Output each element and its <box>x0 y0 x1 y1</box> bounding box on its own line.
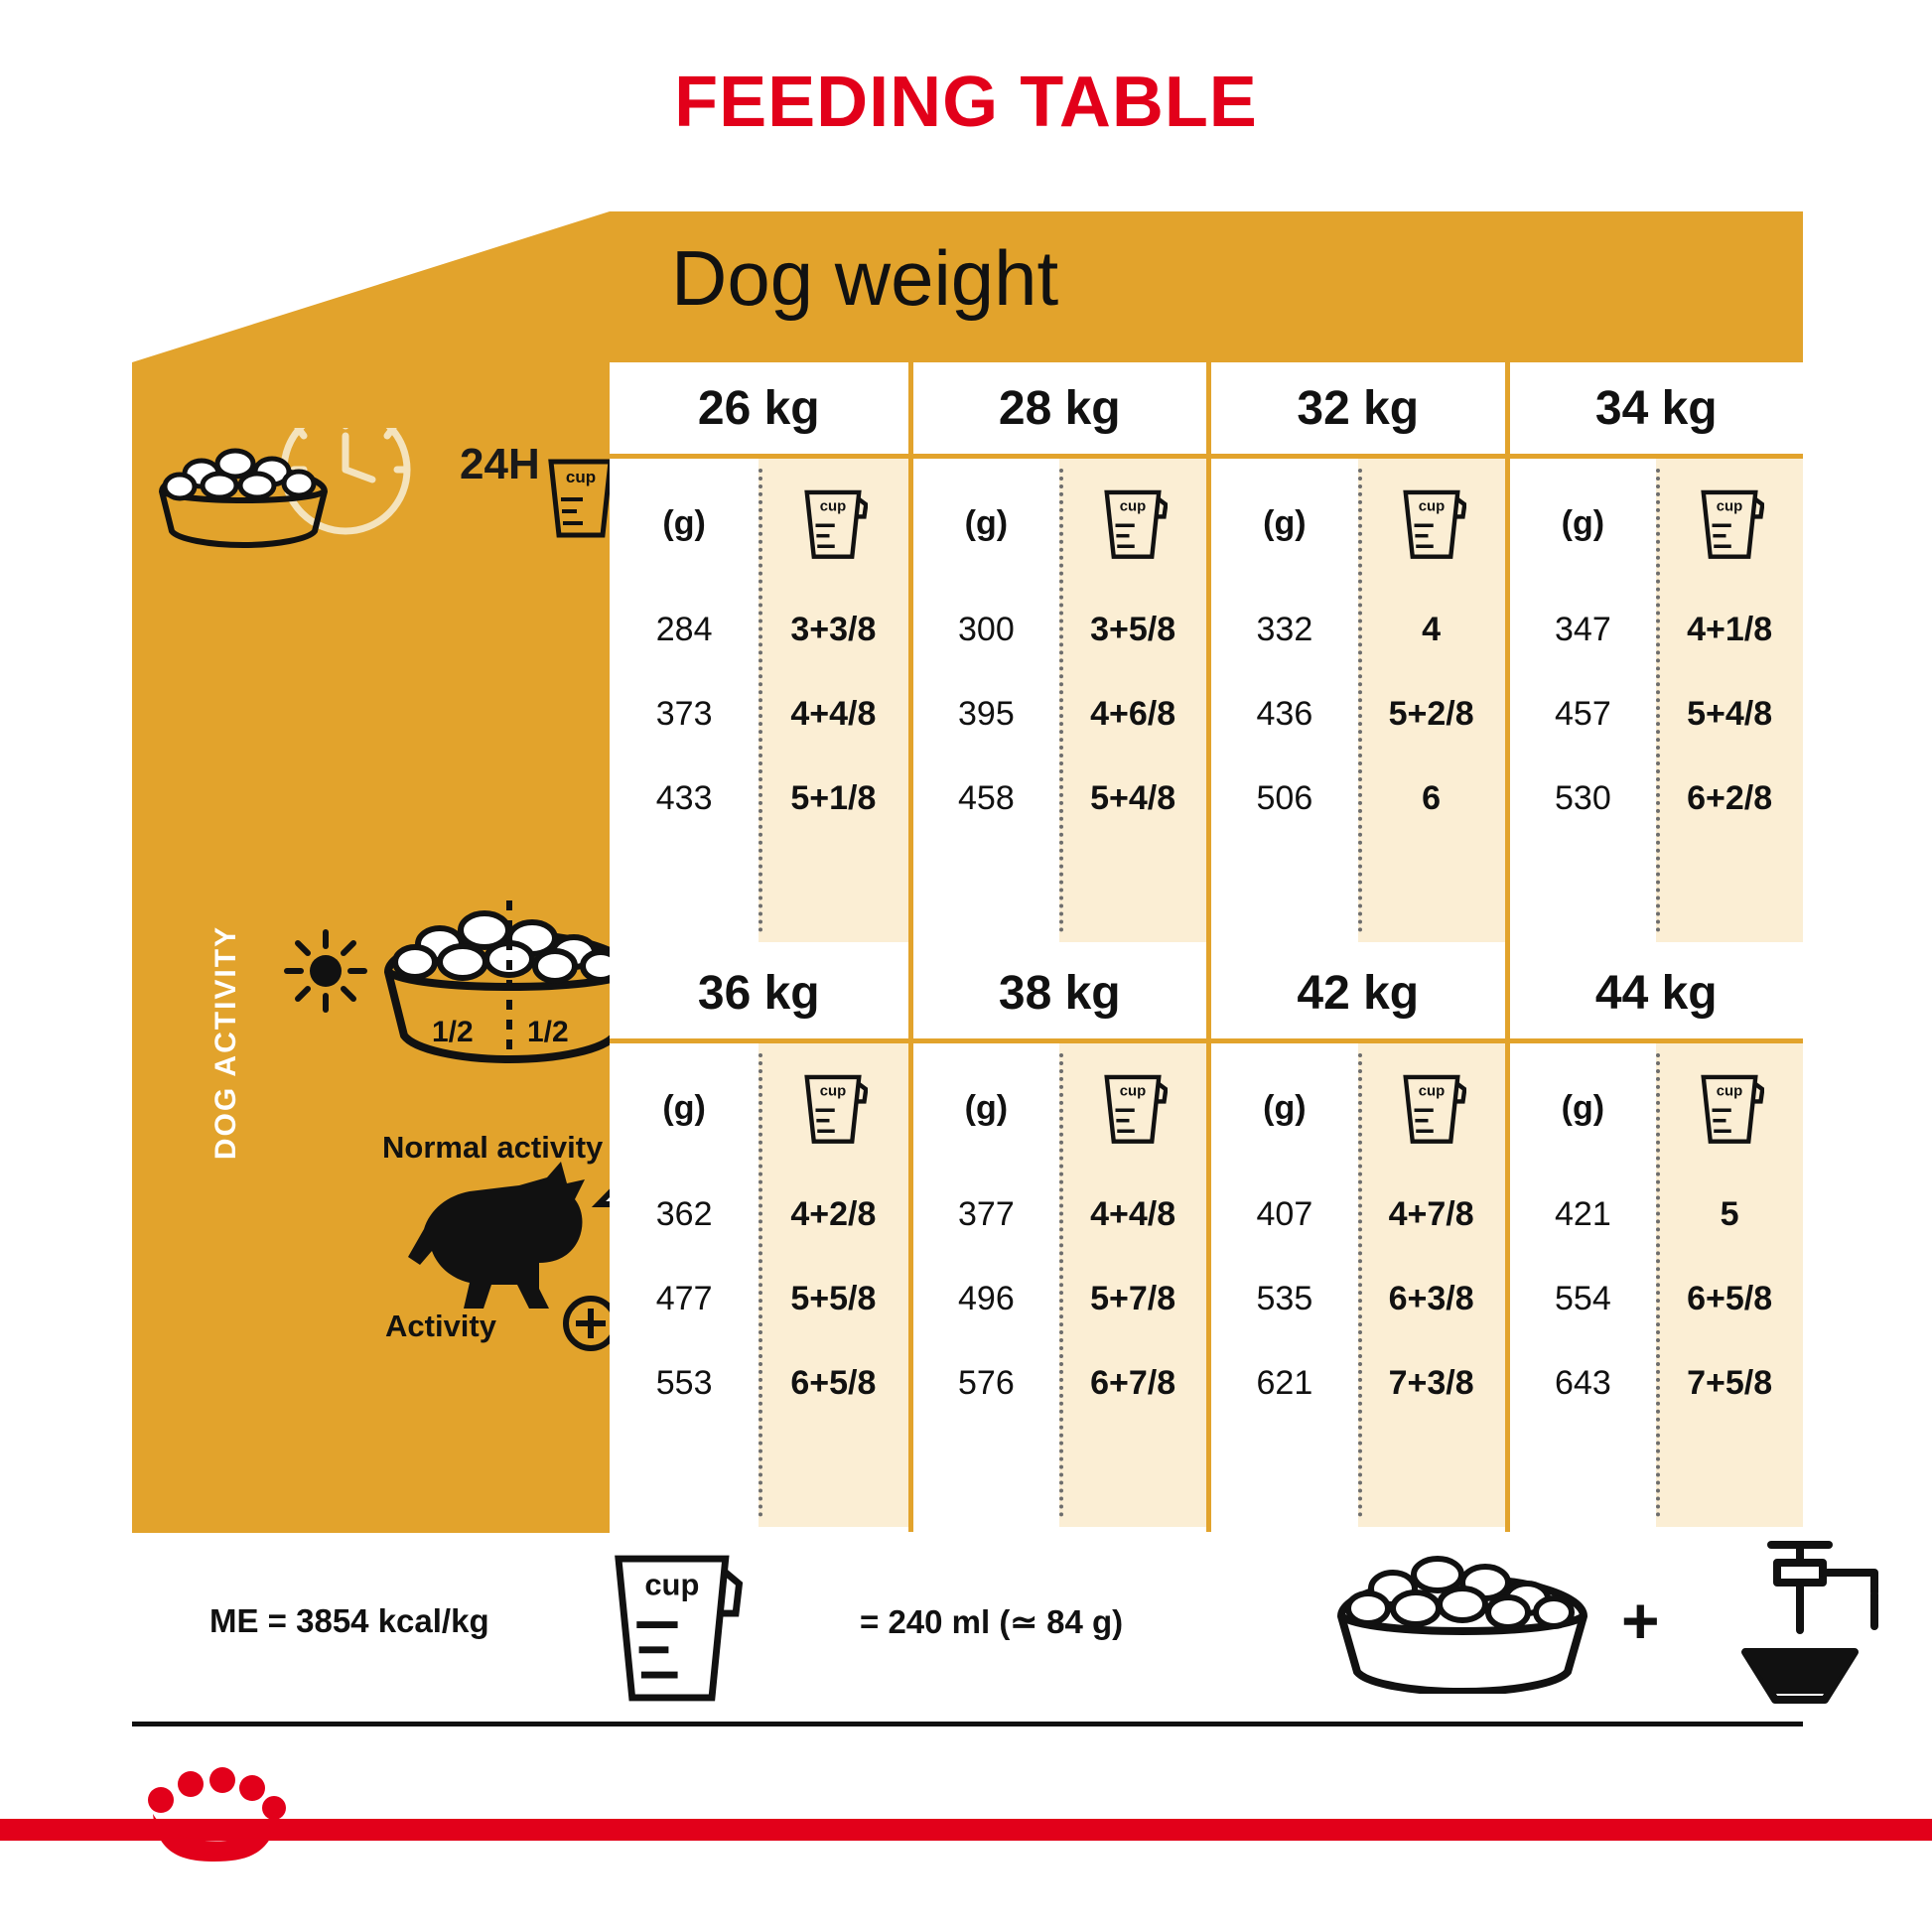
table-row <box>913 1341 1207 1426</box>
weight-column-header: 32 kg <box>1211 362 1505 459</box>
grams-subheader: (g) <box>662 1088 706 1127</box>
weight-column-header: 28 kg <box>913 362 1207 459</box>
cups-value: 3+3/8 <box>790 611 877 648</box>
corner-wedge <box>132 211 610 362</box>
measuring-cup-icon <box>798 1066 868 1150</box>
svg-text:cup: cup <box>820 1083 847 1100</box>
grams-value: 377 <box>958 1195 1015 1233</box>
svg-text:cup: cup <box>1716 498 1743 515</box>
weight-column <box>908 947 1207 1532</box>
activity-plus-label: Activity <box>385 1309 496 1343</box>
weight-column <box>1206 362 1505 947</box>
measuring-cup-icon <box>541 450 621 544</box>
table-row <box>610 1257 908 1341</box>
weight-column-header: 26 kg <box>610 362 908 459</box>
cup-equivalence-text: = 240 ml (≃ 84 g) <box>860 1603 1124 1640</box>
weight-block-1 <box>610 362 1803 947</box>
grams-subheader: (g) <box>1263 1088 1307 1127</box>
bowl-split-right-label: 1/2 <box>527 1016 569 1048</box>
svg-text:cup: cup <box>644 1567 700 1602</box>
cups-value: 7+5/8 <box>1687 1364 1773 1402</box>
table-row <box>1510 672 1804 757</box>
weight-data-area <box>610 211 1803 1533</box>
table-row <box>610 588 908 672</box>
royal-canin-crown-logo <box>139 1758 288 1863</box>
grams-value: 477 <box>655 1280 713 1317</box>
dog-bowl-icon <box>140 440 428 549</box>
measuring-cup-icon <box>1695 1066 1764 1150</box>
cup-subheader <box>759 1043 907 1173</box>
cups-value: 6+2/8 <box>1687 779 1773 817</box>
cup-subheader <box>1358 1043 1505 1173</box>
grams-value: 362 <box>655 1195 713 1233</box>
table-row <box>610 1341 908 1426</box>
cups-value: 4+4/8 <box>790 695 877 733</box>
cups-value: 6+3/8 <box>1388 1280 1474 1317</box>
measuring-cup-icon <box>1397 1066 1466 1150</box>
cups-value: 4+1/8 <box>1687 611 1773 648</box>
grams-value: 506 <box>1256 779 1313 817</box>
cups-value: 5+1/8 <box>790 779 877 817</box>
table-row <box>1510 1257 1804 1341</box>
table-row <box>913 1257 1207 1341</box>
cup-subheader <box>1358 459 1505 588</box>
weight-column-header: 38 kg <box>913 947 1207 1043</box>
dog-weight-header <box>610 211 1803 362</box>
grams-value: 621 <box>1256 1364 1313 1402</box>
cups-value: 5+2/8 <box>1388 695 1474 733</box>
brand-bar <box>0 1819 1932 1841</box>
grams-value: 436 <box>1256 695 1313 733</box>
grams-value: 458 <box>958 779 1015 817</box>
cups-value: 4+2/8 <box>790 1195 877 1233</box>
table-row <box>913 1173 1207 1257</box>
cups-value: 5+4/8 <box>1687 695 1773 733</box>
grams-value: 332 <box>1256 611 1313 648</box>
grams-value: 407 <box>1256 1195 1313 1233</box>
grams-value: 643 <box>1555 1364 1611 1402</box>
sun-icon <box>281 926 370 1016</box>
cup-subheader <box>1656 1043 1803 1173</box>
dog-activity-panel <box>132 211 610 1533</box>
cups-value: 5+4/8 <box>1090 779 1176 817</box>
table-row <box>1211 757 1505 841</box>
weight-block-2 <box>610 947 1803 1532</box>
svg-text:cup: cup <box>820 498 847 515</box>
weight-column-header: 34 kg <box>1510 362 1804 459</box>
table-row <box>913 757 1207 841</box>
dog-bowl-icon <box>1323 1555 1611 1694</box>
table-row <box>1211 672 1505 757</box>
cup-subheader <box>1059 459 1206 588</box>
weight-column-header: 42 kg <box>1211 947 1505 1043</box>
table-row <box>610 1173 908 1257</box>
cups-value: 7+3/8 <box>1388 1364 1474 1402</box>
bowl-split-left-label: 1/2 <box>432 1016 474 1048</box>
grams-value: 433 <box>655 779 713 817</box>
table-row <box>1510 1173 1804 1257</box>
cups-value: 3+5/8 <box>1090 611 1176 648</box>
cups-value: 6 <box>1422 779 1442 817</box>
svg-text:cup: cup <box>1119 1083 1147 1100</box>
svg-text:cup: cup <box>1119 498 1147 515</box>
grams-subheader: (g) <box>1263 503 1307 542</box>
table-row <box>610 757 908 841</box>
svg-text:cup: cup <box>1418 498 1445 515</box>
table-row <box>1211 1341 1505 1426</box>
table-row <box>913 672 1207 757</box>
cups-value: 4+4/8 <box>1090 1195 1176 1233</box>
grams-subheader: (g) <box>1561 503 1605 542</box>
grams-subheader: (g) <box>964 1088 1009 1127</box>
measuring-cup-icon <box>1098 1066 1168 1150</box>
dog-bowl-split-icon <box>370 897 648 1075</box>
cups-value: 5+7/8 <box>1090 1280 1176 1317</box>
dog-activity-vertical-label: DOG ACTIVITY <box>209 924 242 1161</box>
cups-value: 5+5/8 <box>790 1280 877 1317</box>
grams-value: 530 <box>1555 779 1611 817</box>
dog-silhouette-icon <box>400 1160 599 1318</box>
grams-subheader: (g) <box>964 503 1009 542</box>
grams-subheader: (g) <box>662 503 706 542</box>
grams-value: 535 <box>1256 1280 1313 1317</box>
cups-value: 5 <box>1720 1195 1739 1233</box>
grams-value: 496 <box>958 1280 1015 1317</box>
table-row <box>1510 1341 1804 1426</box>
grams-subheader: (g) <box>1561 1088 1605 1127</box>
feeding-table <box>132 211 1803 1533</box>
grams-value: 457 <box>1555 695 1611 733</box>
footer-divider <box>132 1722 1803 1726</box>
grams-value: 284 <box>655 611 713 648</box>
grams-value: 300 <box>958 611 1015 648</box>
svg-text:cup: cup <box>565 468 597 486</box>
grams-value: 554 <box>1555 1280 1611 1317</box>
table-row <box>913 588 1207 672</box>
grams-value: 373 <box>655 695 713 733</box>
cups-value: 6+5/8 <box>1687 1280 1773 1317</box>
svg-text:cup: cup <box>1716 1083 1743 1100</box>
table-row <box>1211 1257 1505 1341</box>
measuring-cup-icon <box>589 1543 758 1714</box>
measuring-cup-icon <box>1098 482 1168 565</box>
cups-value: 4+7/8 <box>1388 1195 1474 1233</box>
cups-value: 4 <box>1422 611 1442 648</box>
table-row <box>1510 757 1804 841</box>
weight-column-header: 36 kg <box>610 947 908 1043</box>
measuring-cup-icon <box>1397 482 1466 565</box>
page-title: FEEDING TABLE <box>674 63 1258 142</box>
grams-value: 553 <box>655 1364 713 1402</box>
weight-column <box>908 362 1207 947</box>
weight-column <box>1206 947 1505 1532</box>
weight-column-header: 44 kg <box>1510 947 1804 1043</box>
grams-value: 347 <box>1555 611 1611 648</box>
cups-value: 6+5/8 <box>790 1364 877 1402</box>
weight-column <box>1505 362 1804 947</box>
table-row <box>1211 1173 1505 1257</box>
metabolic-energy-text: ME = 3854 kcal/kg <box>209 1602 489 1639</box>
table-row <box>1510 588 1804 672</box>
table-row <box>1211 588 1505 672</box>
weight-column <box>610 362 908 947</box>
dog-weight-header-label: Dog weight <box>671 234 1059 322</box>
table-row <box>610 672 908 757</box>
grams-value: 395 <box>958 695 1015 733</box>
grams-value: 421 <box>1555 1195 1611 1233</box>
weight-column <box>1505 947 1804 1532</box>
measuring-cup-icon <box>1695 482 1764 565</box>
plus-sign: + <box>1621 1584 1660 1657</box>
cup-subheader <box>1059 1043 1206 1173</box>
measuring-cup-icon <box>798 482 868 565</box>
cup-subheader <box>1656 459 1803 588</box>
cups-value: 4+6/8 <box>1090 695 1176 733</box>
cups-value: 6+7/8 <box>1090 1364 1176 1402</box>
hours-label: 24H <box>460 440 540 488</box>
water-tap-icon <box>1706 1535 1904 1712</box>
svg-text:cup: cup <box>1418 1083 1445 1100</box>
cup-subheader <box>759 459 907 588</box>
footer <box>132 1535 1803 1724</box>
weight-column <box>610 947 908 1532</box>
normal-activity-label: Normal activity <box>382 1130 604 1165</box>
grams-value: 576 <box>958 1364 1015 1402</box>
